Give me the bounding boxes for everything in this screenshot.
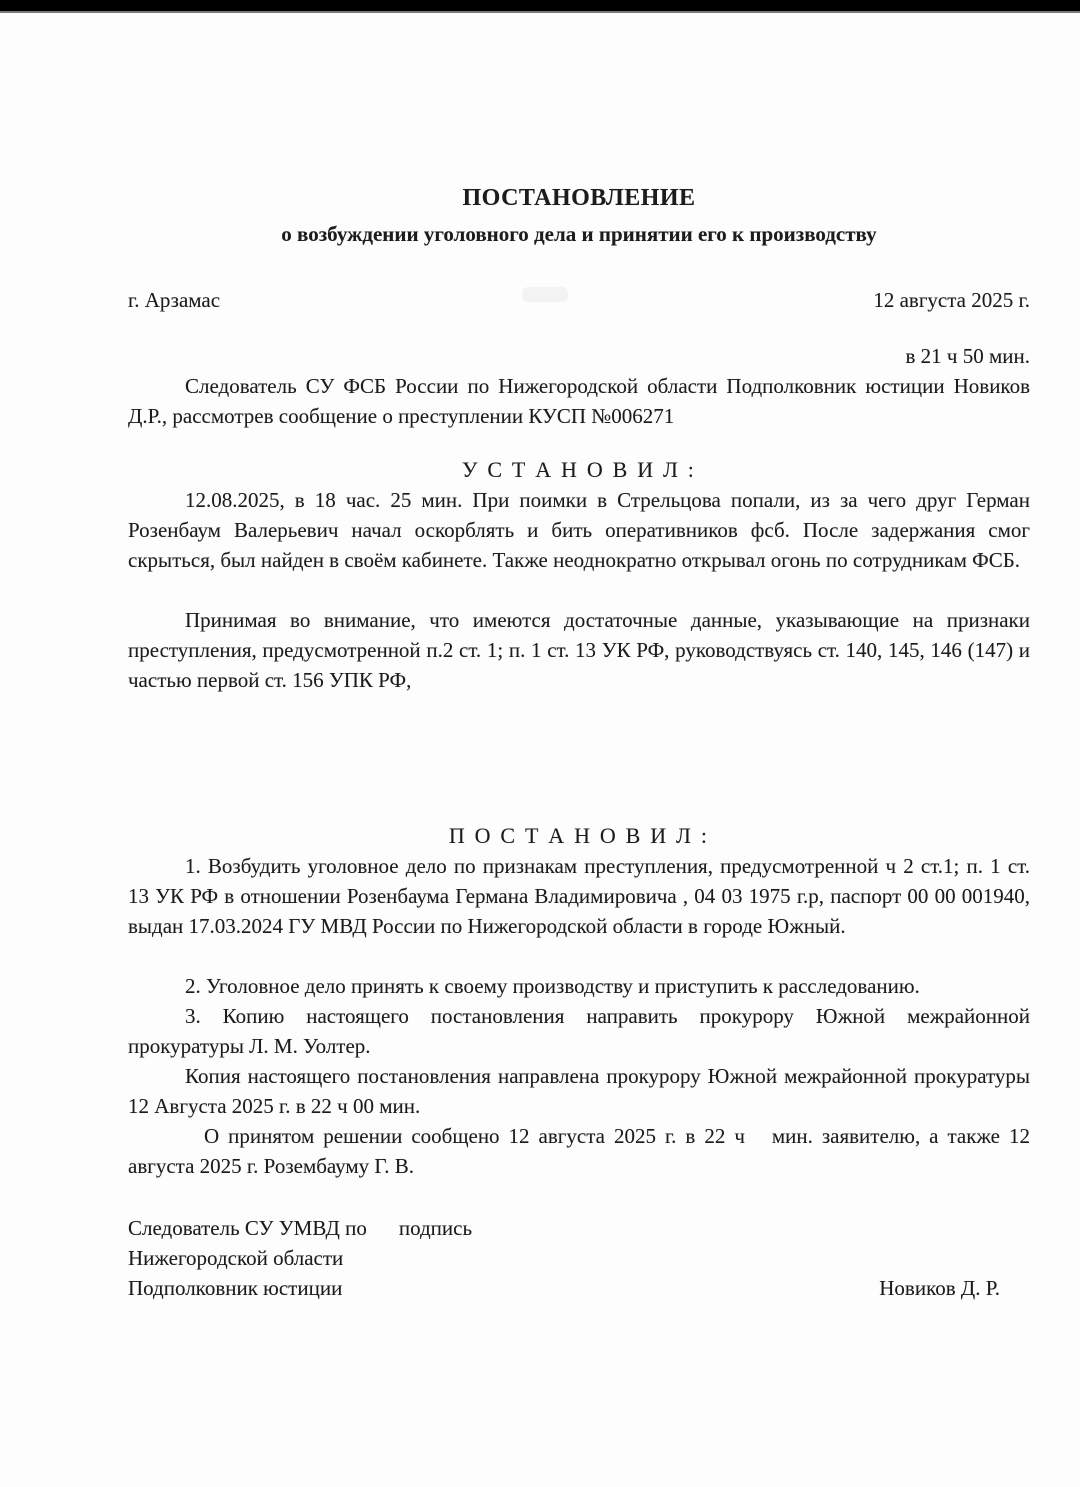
copy-sent-paragraph: Копия настоящего постановления направлена прокурору Южной межрайонной прокуратуры 12 Августа 2025 г. в 22 ч 00 мин. bbox=[128, 1064, 1030, 1118]
document-subtitle: о возбуждении уголовного дела и принятии его к производству bbox=[281, 222, 877, 246]
place-date-row bbox=[128, 285, 1030, 315]
signature-block bbox=[128, 1213, 1030, 1303]
signature-role-line1: Следователь СУ УМВД по bbox=[128, 1216, 367, 1240]
signature-line-2 bbox=[128, 1243, 1030, 1273]
resolution-item-3: 3. Копию настоящего постановления направить прокурору Южной межрайонной прокуратуры Л. М. Уолтер. bbox=[128, 1004, 1030, 1058]
document-page bbox=[0, 13, 1080, 1303]
document-place: г. Арзамас bbox=[128, 288, 221, 312]
signature-podpis-label: подпись bbox=[398, 1216, 473, 1240]
investigator-intro-paragraph: Следователь СУ ФСБ России по Нижегородской области Подполковник юстиции Новиков Д.Р., рассмотрев сообщение о преступлении КУСП №006271 bbox=[128, 374, 1030, 428]
resolution-item-2: 2. Уголовное дело принять к своему производству и приступить к расследованию. bbox=[185, 974, 920, 998]
signature-line-3 bbox=[128, 1273, 1030, 1303]
signature-role-line3: Подполковник юстиции bbox=[128, 1276, 343, 1300]
notification-paragraph: О принятом решении сообщено 12 августа 2025 г. в 22 ч мин. заявителю, а также 12 августа 2025 г. Розембауму Г. В. bbox=[128, 1124, 1036, 1178]
document-date: 12 августа 2025 г. bbox=[873, 288, 1030, 312]
document-title: ПОСТАНОВЛЕНИЕ bbox=[462, 185, 696, 211]
established-facts-paragraph: 12.08.2025, в 18 час. 25 мин. При поимки в Стрельцова попали, из за чего друг Герман Розенбаум Валерьевич начал оскорблять и бить оперативников фсб. После задержания смог скрыться, был найден в своём кабинете. Также неоднократно открывал огонь по сотрудникам ФСБ. bbox=[128, 488, 1030, 572]
signature-name: Новиков Д. Р. bbox=[879, 1276, 1000, 1300]
signature-line-1 bbox=[128, 1213, 1030, 1243]
resolved-heading: П О С Т А Н О В И Л : bbox=[448, 823, 710, 848]
time-row bbox=[128, 341, 1030, 371]
resolution-item-1: 1. Возбудить уголовное дело по признакам преступления, предусмотренной ч 2 ст.1; п. 1 ст. 13 УК РФ в отношении Розенбаума Германа Владимировича , 04 03 1975 г.р, паспорт 00 00 001940, выдан 17.03.2024 ГУ МВД России по Нижегородской области в городе Южный. bbox=[128, 854, 1030, 938]
considering-paragraph: Принимая во внимание, что имеются достаточные данные, указывающие на признаки преступления, предусмотренной п.2 ст. 1; п. 1 ст. 13 УК РФ, руководствуясь ст. 140, 145, 146 (147) и частью первой ст. 156 УПК РФ, bbox=[128, 608, 1030, 692]
photo-top-black-bar bbox=[0, 0, 1080, 13]
signature-role-line2: Нижегородской области bbox=[128, 1246, 344, 1270]
document-time: в 21 ч 50 мин. bbox=[905, 344, 1030, 368]
established-heading: У С Т А Н О В И Л : bbox=[461, 457, 697, 482]
